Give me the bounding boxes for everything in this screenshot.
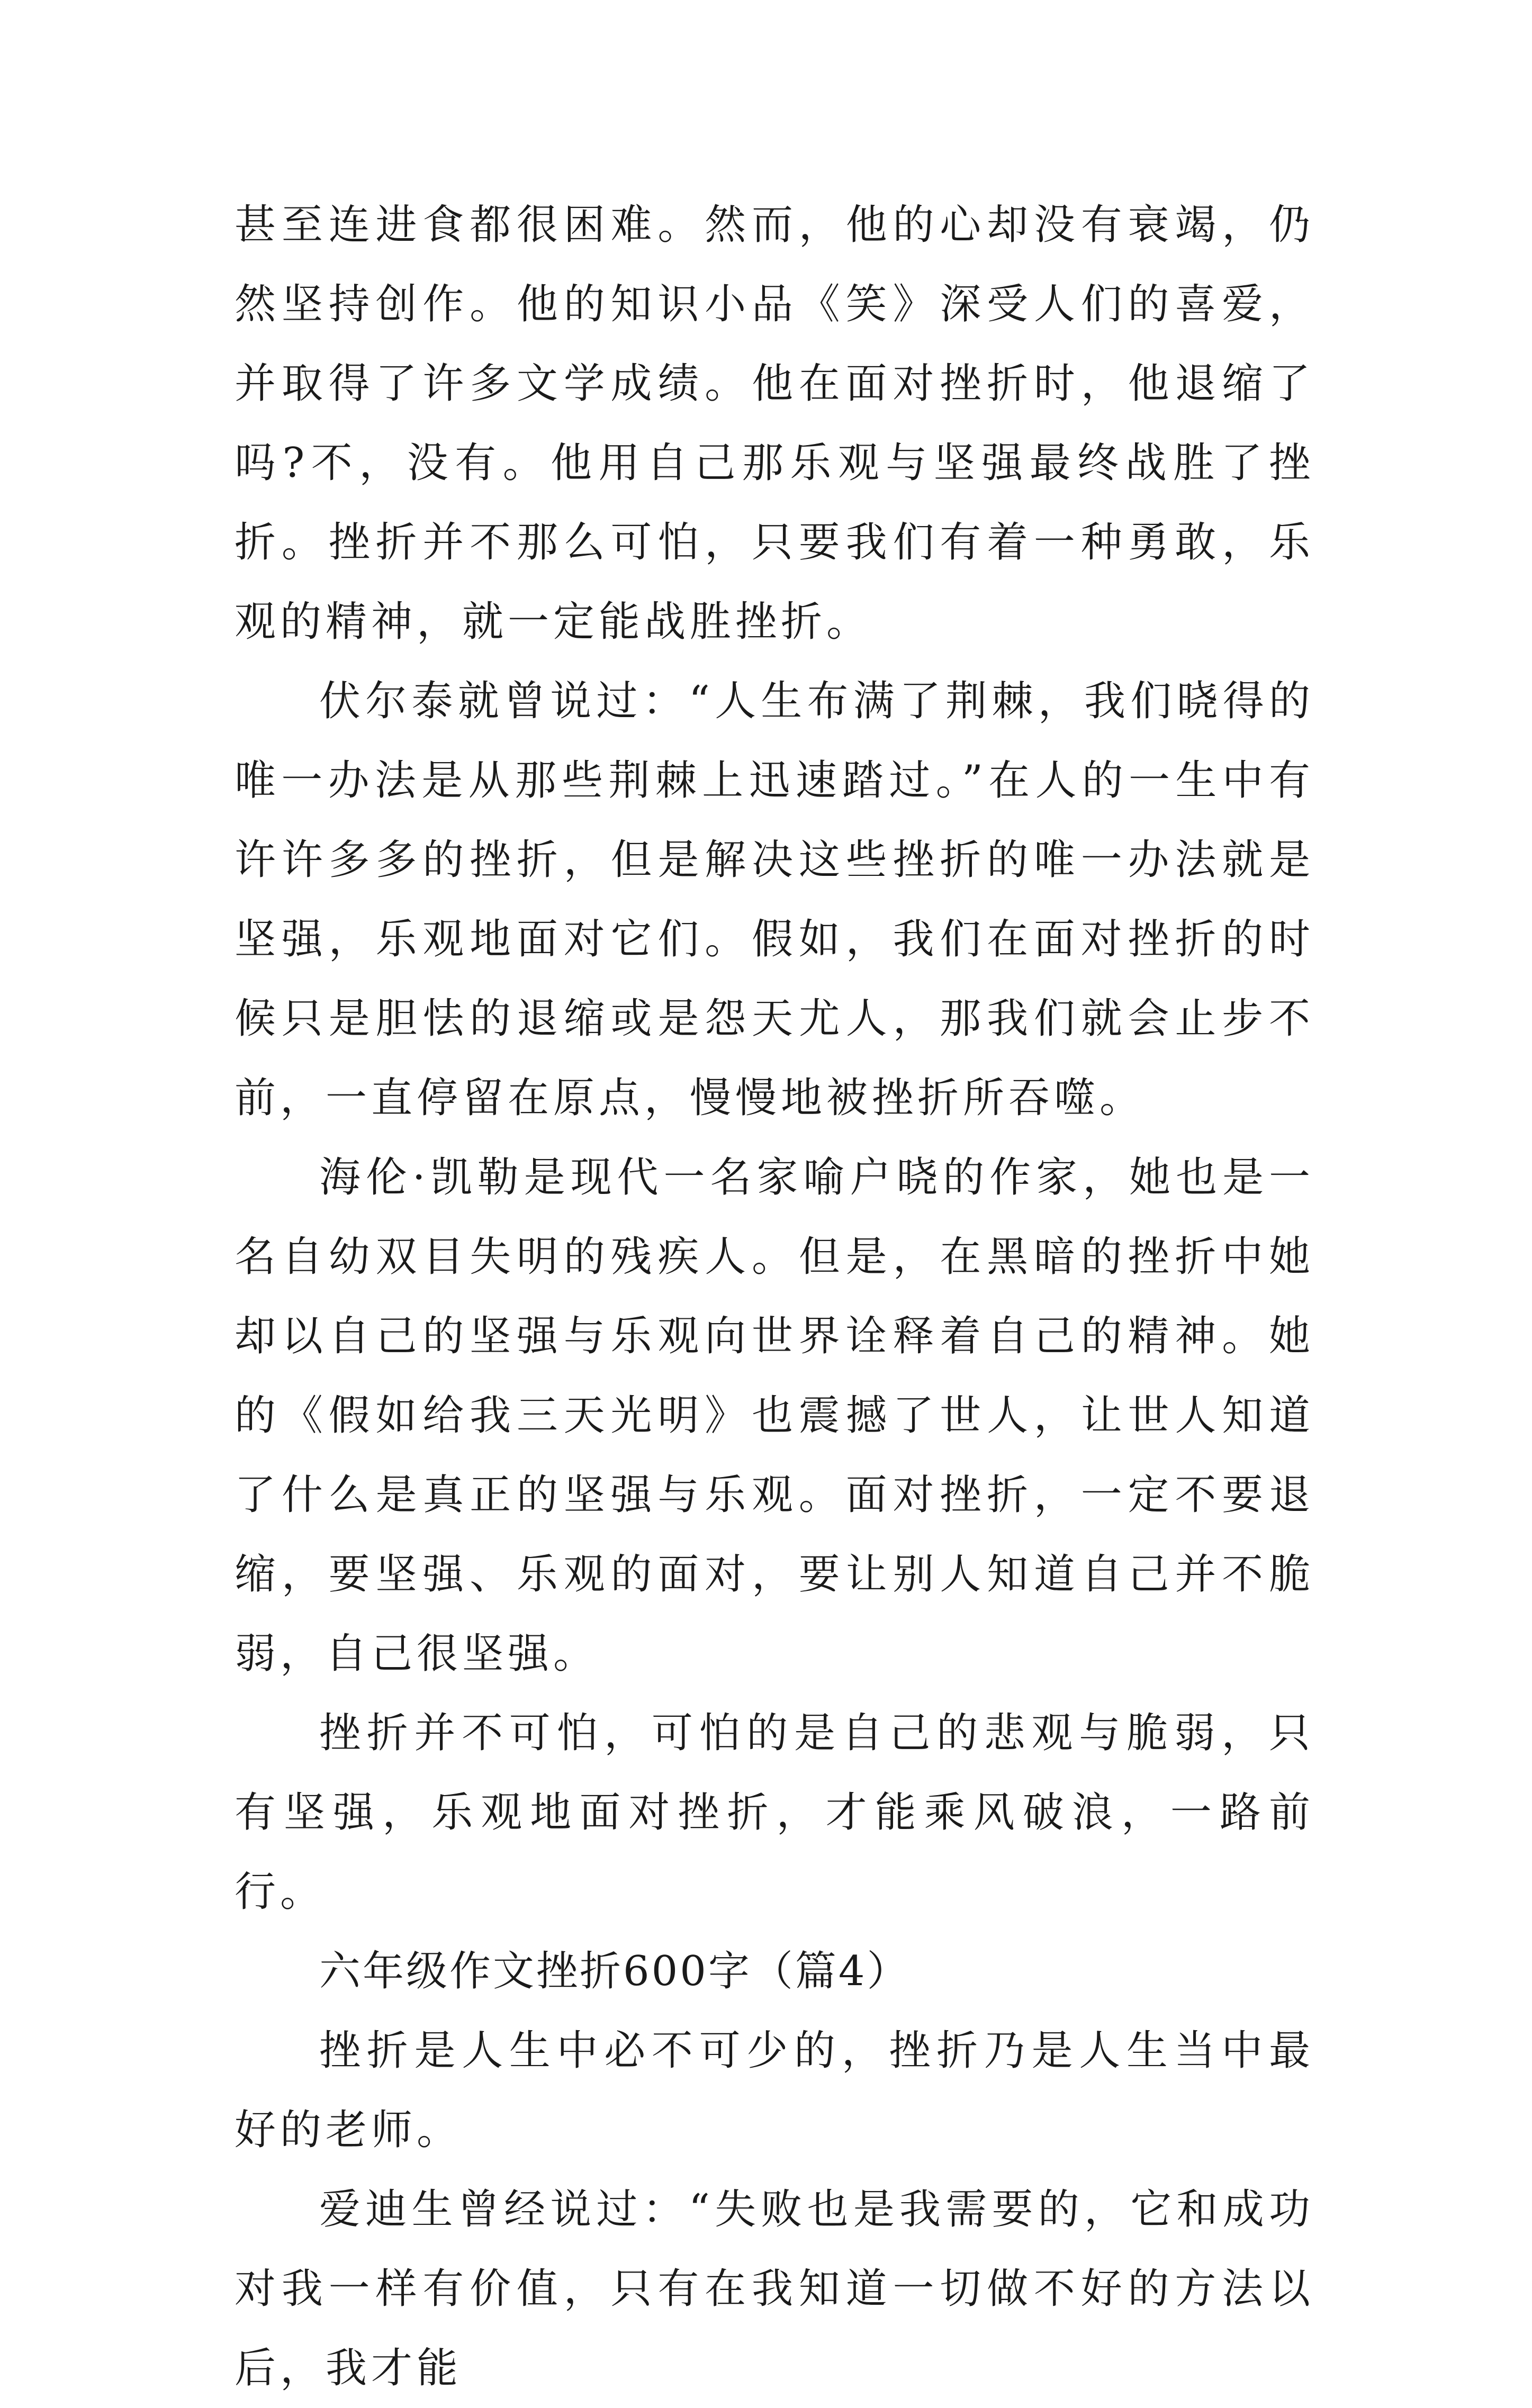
paragraph-continuation: 甚至连进食都很困难。然而，他的心却没有衰竭，仍然坚持创作。他的知识小品《笑》深受人们的喜爱，并取得了许多文学成绩。他在面对挫折时，他退缩了吗?不，没有。他用自己那乐观与坚强最终战胜了挫折。挫折并不那么可怕，只要我们有着一种勇敢，乐观的精神，就一定能战胜挫折。 bbox=[235, 201, 1314, 646]
paragraph-voltaire: 伏尔泰就曾说过：“人生布满了荆棘，我们晓得的唯一办法是从那些荆棘上迅速踏过。”在人的一生中有许许多多的挫折，但是解决这些挫折的唯一办法就是坚强，乐观地面对它们。假如，我们在面对挫折的时候只是胆怯的退缩或是怨天尤人，那我们就会止步不前，一直停留在原点，慢慢地被挫折所吞噬。 bbox=[235, 677, 1314, 1122]
document-body bbox=[235, 185, 1314, 2408]
paragraph-helen-keller: 海伦·凯勒是现代一名家喻户晓的作家，她也是一名自幼双目失明的残疾人。但是，在黑暗的挫折中她却以自己的坚强与乐观向世界诠释着自己的精神。她的《假如给我三天光明》也震撼了世人，让世人知道了什么是真正的坚强与乐观。面对挫折，一定不要退缩，要坚强、乐观的面对，要让别人知道自己并不脆弱，自己很坚强。 bbox=[235, 1154, 1314, 1678]
paragraph-intro: 挫折是人生中必不可少的，挫折乃是人生当中最好的老师。 bbox=[235, 2027, 1314, 2154]
essay-heading: 六年级作文挫折600字（篇4） bbox=[319, 1948, 911, 1995]
paragraph-edison: 爱迪生曾经说过：“失败也是我需要的，它和成功对我一样有价值，只有在我知道一切做不好的方法以后，我才能 bbox=[235, 2186, 1314, 2392]
paragraph-conclusion: 挫折并不可怕，可怕的是自己的悲观与脆弱，只有坚强，乐观地面对挫折，才能乘风破浪，一路前行。 bbox=[235, 1709, 1314, 1916]
